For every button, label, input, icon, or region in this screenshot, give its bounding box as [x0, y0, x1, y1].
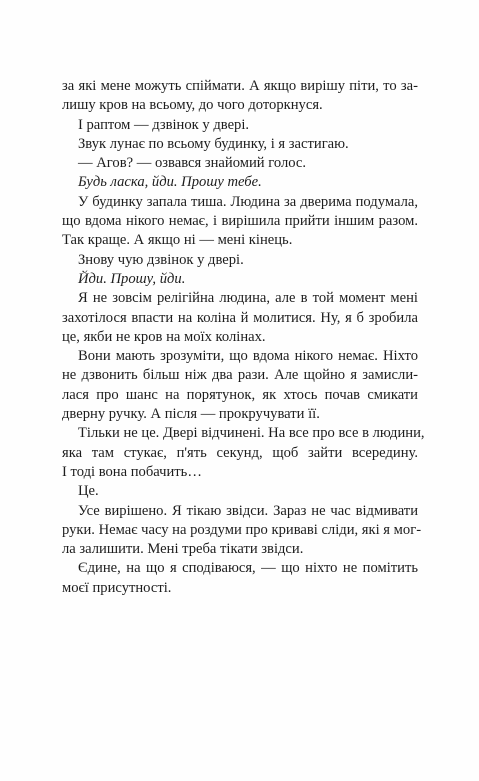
text-line: лася про шанс на порятунок, як хтось почав смикати [62, 386, 418, 403]
body-text [62, 77, 425, 598]
text-line: ла залишити. Мені треба тікати звідси. [62, 541, 304, 558]
paragraph [62, 559, 418, 598]
text-line: Звук лунає по всьому будинку, і я застигаю. [78, 135, 349, 152]
text-line: Єдине, на що я сподіваюся, — що ніхто не помітить [78, 560, 418, 577]
paragraph [62, 424, 425, 482]
text-line: дверну ручку. А після — прокручувати її. [62, 406, 320, 423]
text-line: Вони мають зрозуміти, що вдома нікого немає. Ніхто [78, 348, 418, 365]
text-line: моєї присутності. [62, 579, 172, 596]
paragraph [62, 154, 418, 173]
text-line: Будь ласка, йди. Прошу тебе. [78, 174, 262, 191]
paragraph [62, 193, 418, 251]
text-line: лишу кров на всьому, до чого доторкнуся. [62, 97, 323, 114]
text-line: руки. Немає часу на роздуми про криваві сліди, які я мог- [62, 521, 422, 538]
paragraph [62, 347, 418, 424]
text-line: захотілося впасти на коліна й молитися. Ну, я б зробила [62, 309, 418, 326]
text-line: Так краще. А якщо ні — мені кінець. [62, 232, 293, 249]
text-line: — Агов? — озвався знайомий голос. [78, 155, 307, 172]
paragraph [62, 289, 418, 347]
paragraph [62, 251, 418, 270]
text-line: Знову чую дзвінок у двері. [78, 251, 244, 268]
text-line: Я не зовсім релігійна людина, але в той момент мені [78, 290, 418, 307]
text-line: Це. [78, 483, 99, 500]
text-line: яка там стукає, п'ять секунд, щоб зайти всередину. [62, 444, 418, 461]
text-line: за які мене можуть спіймати. А якщо вирішу піти, то за- [62, 78, 418, 94]
paragraph [62, 502, 422, 560]
text-line: Йди. Прошу, йди. [78, 270, 186, 287]
text-line: У будинку запала тиша. Людина за дверима подумала, [78, 193, 418, 210]
text-line: що вдома нікого немає, і вирішила прийти іншим разом. [62, 213, 418, 230]
paragraph [62, 482, 418, 501]
text-line: не дзвонить більш ніж два рази. Але щойно я замисли- [62, 367, 418, 384]
paragraph [62, 173, 418, 192]
paragraph [62, 77, 418, 116]
paragraph [62, 116, 418, 135]
paragraph [62, 135, 418, 154]
paragraph [62, 270, 418, 289]
text-line: Тільки не це. Двері відчинені. На все про все в людини, [78, 425, 425, 442]
text-line: Усе вирішено. Я тікаю звідси. Зараз не час відмивати [78, 502, 418, 519]
text-line: І раптом — дзвінок у двері. [78, 116, 250, 133]
text-line: І тоді вона побачить… [62, 463, 202, 480]
text-line: це, якби не кров на моїх колінах. [62, 328, 266, 345]
